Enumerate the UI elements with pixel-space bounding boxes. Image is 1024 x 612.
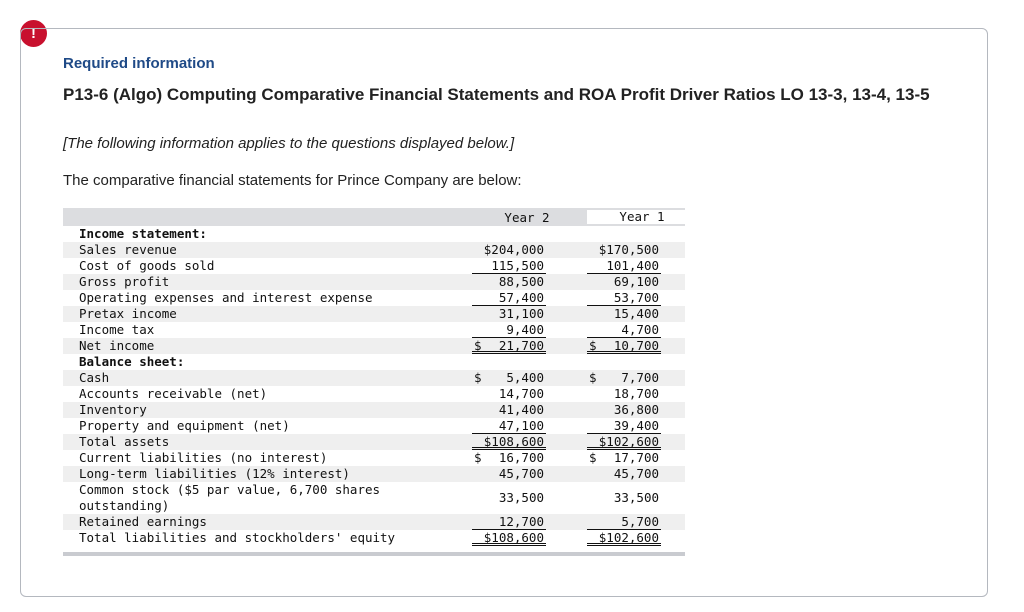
- table-row: [63, 338, 685, 354]
- table-row: [63, 242, 685, 258]
- required-information-heading: Required information: [63, 55, 215, 72]
- year1-value: 18,700: [613, 386, 659, 401]
- year2-value: 12,700: [472, 514, 546, 530]
- row-label: Cost of goods sold: [79, 258, 215, 273]
- year1-value: 69,100: [613, 274, 659, 289]
- row-label: Income statement:: [79, 226, 207, 241]
- year2-value: 9,400: [472, 322, 546, 338]
- row-label: Balance sheet:: [79, 354, 185, 369]
- year1-header: Year 1: [587, 210, 697, 224]
- year1-value: 15,400: [613, 306, 659, 321]
- row-label: Inventory: [79, 402, 147, 417]
- year2-value: 33,500: [498, 490, 544, 505]
- table-row: [63, 514, 685, 530]
- year1-value: $ 10,700: [589, 338, 659, 353]
- table-row: [63, 434, 685, 450]
- year1-value: 5,700: [587, 514, 661, 530]
- table-row: [63, 322, 685, 338]
- row-label: Retained earnings: [79, 514, 207, 529]
- row-label: Current liabilities (no interest): [79, 450, 328, 465]
- year2-value: $108,600: [472, 434, 546, 450]
- intro-text: The comparative financial statements for Prince Company are below:: [63, 172, 522, 189]
- row-label: Property and equipment (net): [79, 418, 290, 433]
- row-label: Income tax: [79, 322, 155, 337]
- row-label: Accounts receivable (net): [79, 386, 268, 401]
- row-label: Cash: [79, 370, 110, 385]
- alert-icon: !: [20, 20, 47, 47]
- table-bottom-border: [63, 552, 685, 556]
- row-label: Net income: [79, 338, 155, 353]
- year1-value: $102,600: [587, 434, 661, 450]
- table-row: [63, 482, 685, 514]
- year2-value: $204,000: [483, 242, 544, 257]
- year2-value: 14,700: [498, 386, 544, 401]
- year2-header: Year 2: [504, 210, 550, 225]
- row-label: Total liabilities and stockholders' equity: [79, 530, 396, 545]
- year1-value: $ 7,700: [589, 370, 659, 385]
- table-row: [63, 370, 685, 386]
- year2-value: $108,600: [472, 530, 546, 546]
- year1-value: 101,400: [587, 258, 661, 274]
- table-row: [63, 418, 685, 434]
- row-label: Common stock ($5 par value, 6,700 shares outstanding): [79, 482, 381, 513]
- table-row: [63, 290, 685, 306]
- year1-value: 36,800: [613, 402, 659, 417]
- year2-value: $ 16,700: [474, 450, 544, 465]
- year2-value: 47,100: [472, 418, 546, 434]
- year1-value: $170,500: [598, 242, 659, 257]
- year2-value: $ 5,400: [474, 370, 544, 385]
- applies-note: [The following information applies to the questions displayed below.]: [63, 135, 515, 152]
- year2-value: 88,500: [498, 274, 544, 289]
- row-label: Sales revenue: [79, 242, 177, 257]
- year2-value: 57,400: [472, 290, 546, 306]
- year1-value: 33,500: [613, 490, 659, 505]
- year2-value: 41,400: [498, 402, 544, 417]
- row-label: Pretax income: [79, 306, 177, 321]
- year2-value: $ 21,700: [474, 338, 544, 353]
- table-row: [63, 274, 685, 290]
- table-row: [63, 402, 685, 418]
- table-row: [63, 530, 685, 546]
- row-label: Total assets: [79, 434, 170, 449]
- table-row: [63, 466, 685, 482]
- year1-value: 53,700: [587, 290, 661, 306]
- financial-statements-table: [63, 208, 685, 556]
- table-header: [63, 208, 685, 226]
- year2-value: 45,700: [498, 466, 544, 481]
- row-label: Gross profit: [79, 274, 170, 289]
- year2-value: 115,500: [472, 258, 546, 274]
- year1-value: $ 17,700: [589, 450, 659, 465]
- table-row: [63, 354, 685, 370]
- year1-value: $102,600: [587, 530, 661, 546]
- row-label: Long-term liabilities (12% interest): [79, 466, 350, 481]
- table-row: [63, 450, 685, 466]
- table-row: [63, 386, 685, 402]
- year1-value: 39,400: [587, 418, 661, 434]
- year1-value: 4,700: [587, 322, 661, 338]
- table-row: [63, 226, 685, 242]
- table-row: [63, 306, 685, 322]
- row-label: Operating expenses and interest expense: [79, 290, 373, 305]
- table-row: [63, 258, 685, 274]
- year1-value: 45,700: [613, 466, 659, 481]
- year2-value: 31,100: [498, 306, 544, 321]
- problem-title: P13-6 (Algo) Computing Comparative Financial Statements and ROA Profit Driver Ratios LO 13-3, 13-4, 13-5: [63, 85, 930, 104]
